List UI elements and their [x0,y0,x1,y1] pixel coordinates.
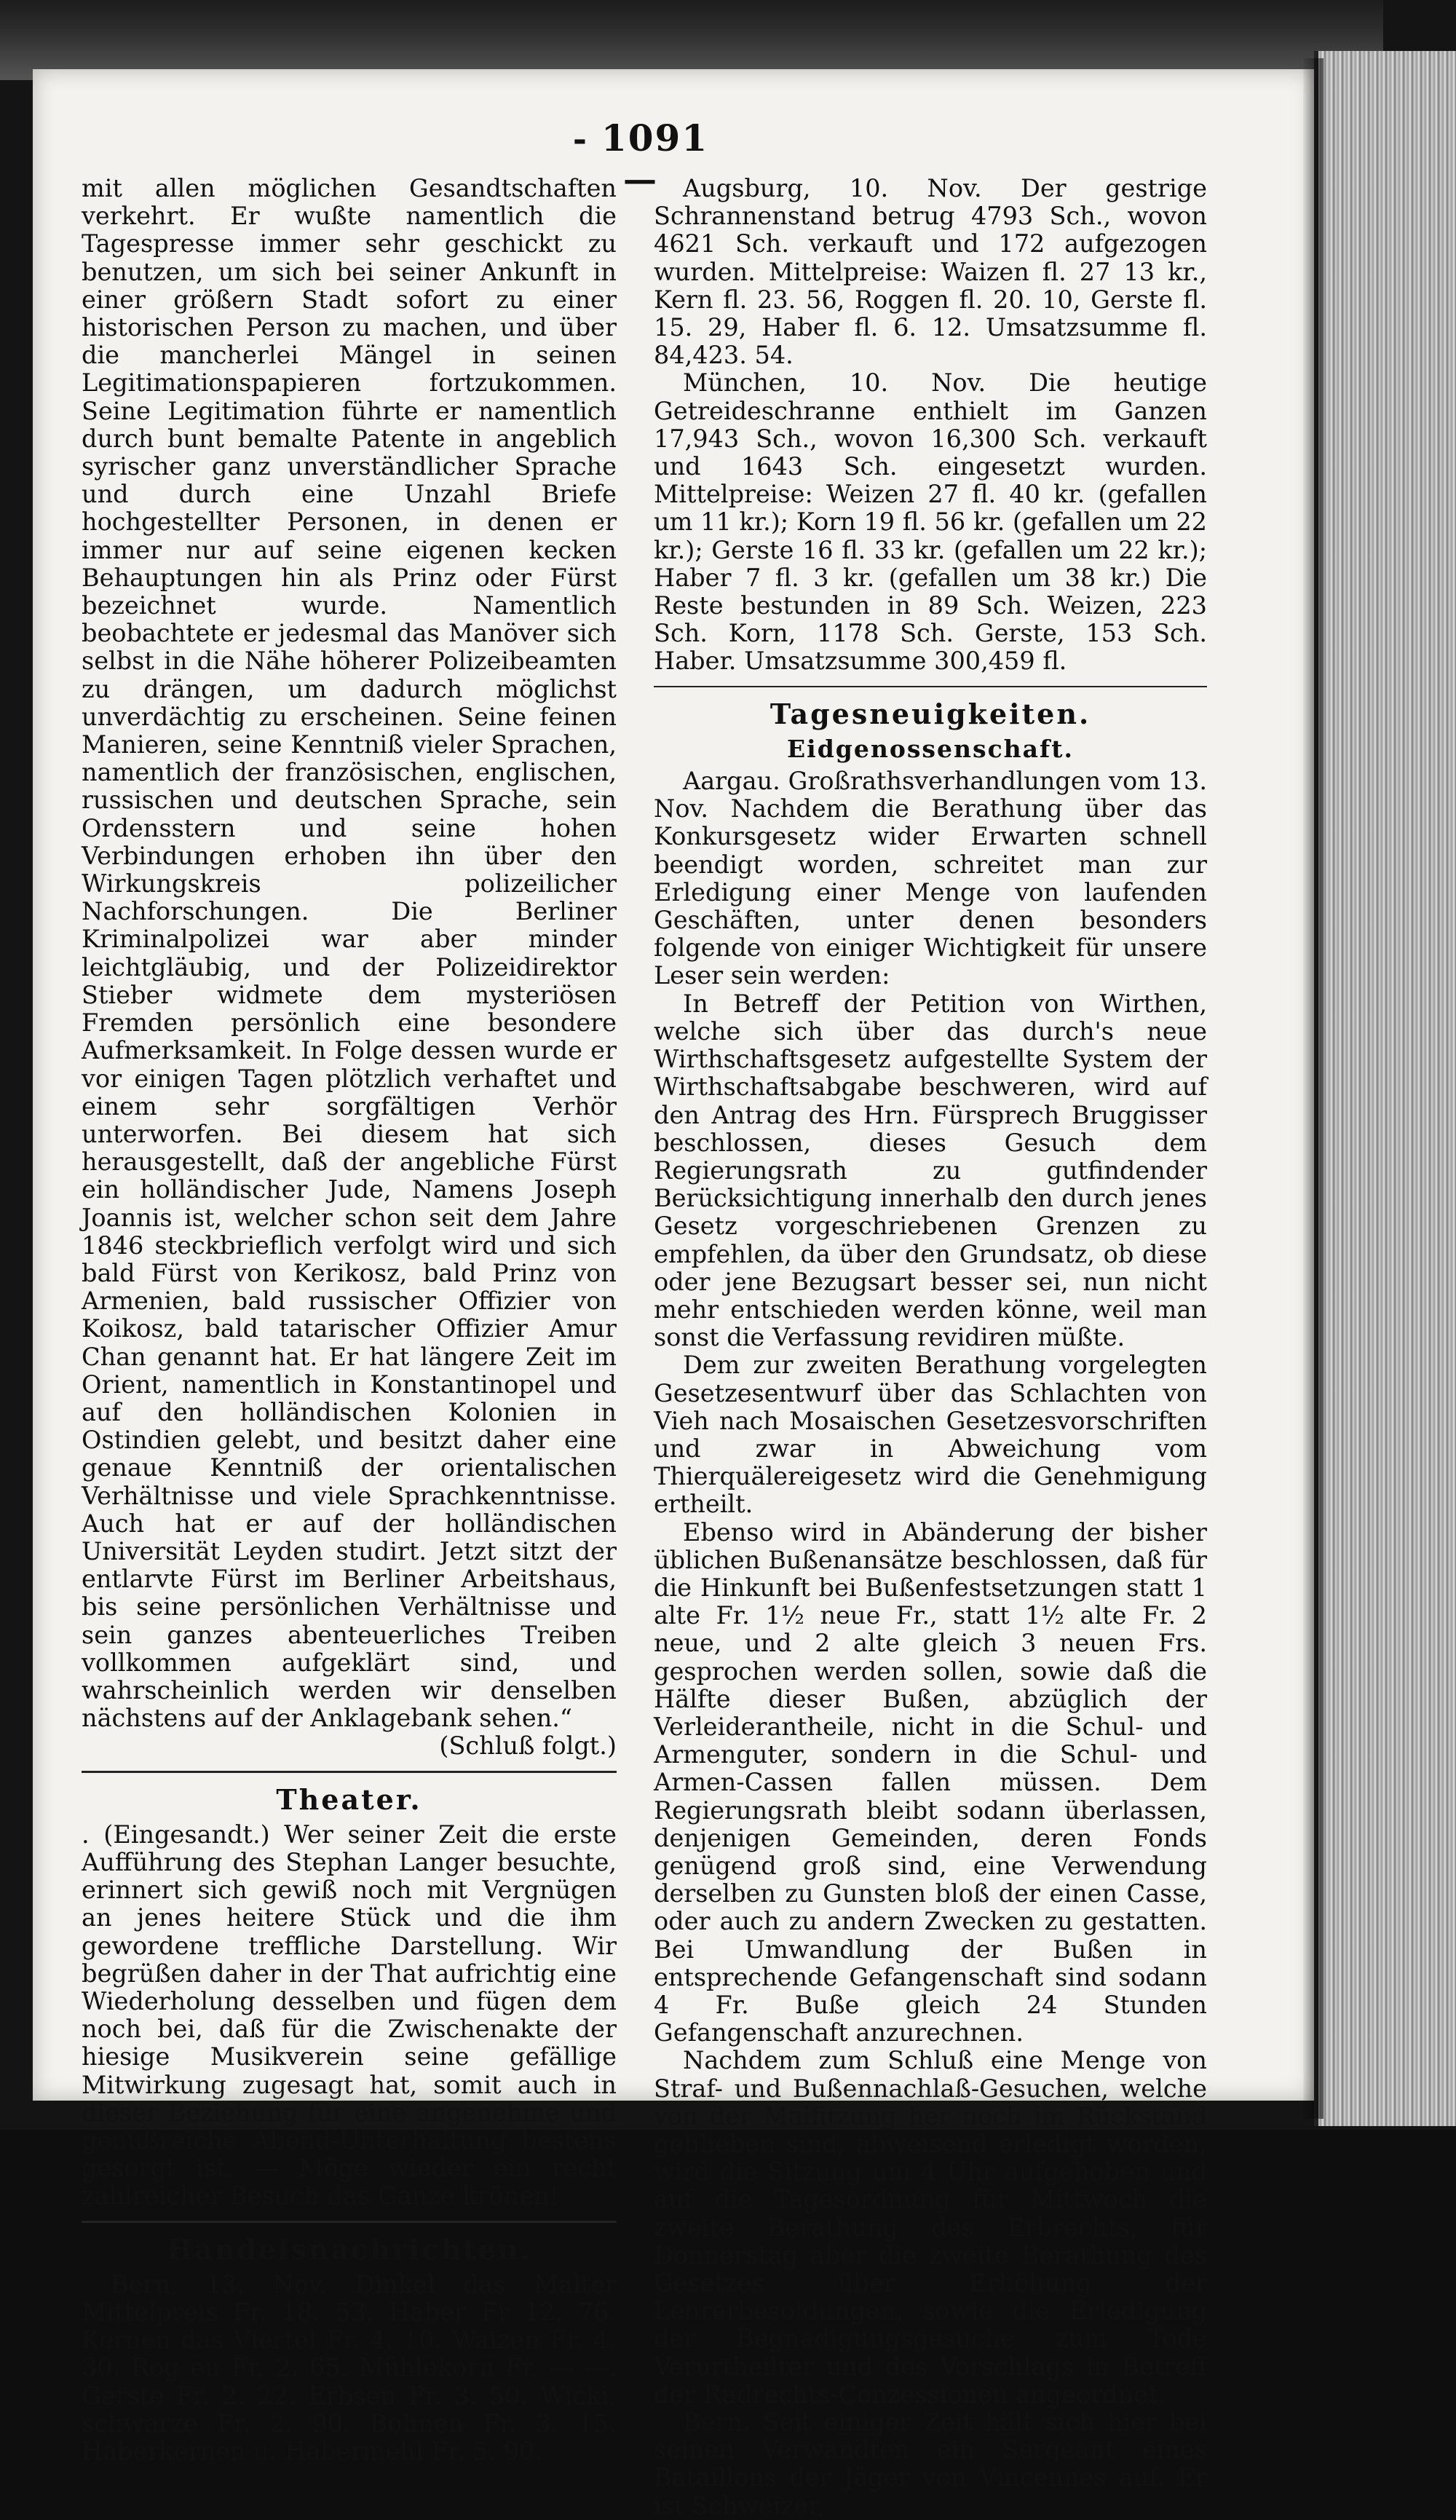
aargau-paragraph: Aargau. Großrathsverhandlungen vom 13. Nov. Nachdem die Berathung über das Konkursgesetz wider Erwarten schnell beendigt worden, schreitet man zur Erledigung einer Menge von laufenden Geschäften, unter denen besonders folgende von einiger Wichtigkeit für unsere Leser sein werden: [654,767,1207,990]
news-heading: Tagesneuigkeiten. [769,697,1091,730]
section-heading: Eidgenossenschaft. [787,734,1074,763]
aargau-paragraph: Dem zur zweiten Berathung vorgelegten Gesetzesentwurf über das Schlachten von Vieh nach Mosaischen Gesetzesvorschriften und zwar in Abweichung vom Thierquälereigesetz wird die Genehmigung ertheilt. [654,1351,1207,1519]
aargau-paragraph: Nachdem zum Schluß eine Menge von Straf- und Bußennachlaß-Gesuchen, welche von der Maifitzung her noch im Rückstand geblieben sind, abweisend erledigt worden, wird die Sitzung um 4 Uhr aufgehoben und auf die Tagesordnung für Mittwoch die zweite Berathung des Erbrechts, für Donnerstag aber die zweite Berathung des Gesetzes über Erhöhung der Lehrerbesoldungen, sowie die Erledigung der Begnadigungsgesuche zum Tode Verurtheilter und des Vorschlags in Betreff der Radrechts-Conzessionen angeordnet. [654,2046,1207,2409]
section-rule [82,2221,617,2223]
augsburg-report: Augsburg, 10. Nov. Der gestrige Schrannenstand betrug 4793 Sch., wovon 4621 Sch. verkauft und 172 aufgezogen wurden. Mittelpreise: Waizen fl. 27 13 kr., Kern fl. 23. 56, Roggen fl. 20. 10, Gerste fl. 15. 29, Haber fl. 6. 12. Umsatzsumme fl. 84,423. 54. [654,174,1207,370]
trade-heading: Handelsnachrichten. [166,2232,532,2266]
right-column [654,175,1207,2520]
muenchen-report: München, 10. Nov. Die heutige Getreideschranne enthielt im Ganzen 17,943 Sch., wovon 16,300 Sch. verkauft und 1643 Sch. eingesetzt wurden. Mittelpreise: Weizen 27 fl. 40 kr. (gefallen um 11 kr.); Korn 19 fl. 56 kr. (gefallen um 22 kr.); Gerste 16 fl. 33 kr. (gefallen um 22 kr.); Haber 7 fl. 3 kr. (gefallen um 38 kr.) Die Reste bestunden in 89 Sch. Weizen, 223 Sch. Korn, 1178 Sch. Gerste, 153 Sch. Haber. Umsatzsumme 300,459 fl. [654,368,1207,676]
page-number-value: 1091 [601,116,709,159]
trade-text: Bern, 13. Nov. Dinkel das Malter Mittelpreis Fr. 18. 53. Haber Fr 12. 76. Kernen das Viertel Fr. 4. 10. Waizen Fr. 4. 30. Rog en Fr. 2. 65. Mühlekorn Fr. — —. Gerste Fr. 2. 22. Erbsen Fr. 3. 50. Wicki, schwarze Fr. 2. 90. Bohnen Fr. 3. 15. Haberkernen u. Habermehl Fr. 5. 90. [82,2270,617,2466]
aargau-paragraph: Ebenso wird in Abänderung der bisher üblichen Bußenansätze beschlossen, daß für die Hinkunft bei Bußenfestsetzungen statt 1 alte Fr. 1½ neue Fr., statt 1½ alte Fr. 2 neue, und 2 alte gleich 3 neuen Frs. gesprochen werden sollen, sowie daß die Hälfte dieser Bußen, abzüglich der Verleiderantheile, nicht in die Schul- und Armenguter, sondern in die Schul- und Armen-Cassen fallen müssen. Dem Regierungsrath bleibt sodann überlassen, denjenigen Gemeinden, deren Fonds genügend groß sind, eine Verwendung derselben zu Gunsten bloß der einen Casse, oder auch zu andern Zwecken zu gestatten. Bei Umwandlung der Bußen in entsprechende Gefangenschaft sind sodann 4 Fr. Buße gleich 24 Stunden Gefangenschaft anzurechnen. [654,1517,1207,2047]
continued-note: (Schluß folgt.) [439,1731,617,1761]
book-page-edges [1314,51,1456,2126]
bern-report: Bern. Seit einiger Zeit hält sich hier bei seinen Verwandten ein Sergeant eines Bataillons der Jäger von Vincennes auf. Er ist Schweizer, [654,2408,1207,2520]
article-paragraph: mit allen möglichen Gesandtschaften verkehrt. Er wußte namentlich die Tagespresse immer sehr geschickt zu benutzen, um sich bei seiner Ankunft in einer größern Stadt sofort zu einer historischen Person zu machen, und über die mancherlei Mängel in seinen Legitimationspapieren fortzukommen. Seine Legitimation führte er namentlich durch bunt bemalte Patente in angeblich syrischer ganz unverständlicher Sprache und durch eine Unzahl Briefe hochgestellter Personen, in denen er immer nur auf seine eigenen kecken Behauptungen hin als Prinz oder Fürst bezeichnet wurde. Namentlich beobachtete er jedesmal das Manöver sich selbst in die Nähe höherer Polizeibeamten zu drängen, um dadurch möglichst unverdächtig zu erscheinen. Seine feinen Manieren, seine Kenntniß vieler Sprachen, namentlich der französischen, englischen, russischen und deutschen Sprache, sein Ordensstern und seine hohen Verbindungen erhoben ihn über den Wirkungskreis polizeilicher Nachforschungen. Die Berliner Kriminalpolizei war aber minder leichtgläubig, und der Polizeidirektor Stieber widmete dem mysteriösen Fremden persönlich eine besondere Aufmerksamkeit. In Folge dessen wurde er vor einigen Tagen plötzlich verhaftet und einem sehr sorgfältigen Verhör unterworfen. Bei diesem hat sich herausgestellt, daß der angebliche Fürst ein holländischer Jude, Namens Joseph Joannis ist, welcher schon seit dem Jahre 1846 steckbrieflich verfolgt wird und sich bald Fürst von Kerikosz, bald Prinz von Armenien, bald russischer Offizier von Koikosz, bald tatarischer Offizier Amur Chan genannt hat. Er hat längere Zeit im Orient, namentlich in Konstantinopel und auf den holländischen Kolonien in Ostindien gelebt, und besitzt daher eine genaue Kenntniß der orientalischen Verhältnisse und viele Sprachkenntnisse. Auch hat er auf der holländischen Universität Leyden studirt. Jetzt sitzt der entlarvte Fürst im Berliner Arbeitshaus, bis seine persönlichen Verhältnisse und sein ganzes abenteuerliches Treiben vollkommen aufgeklärt sind, und wahrscheinlich werden wir denselben nächstens auf der Anklagebank sehen.“ [82,174,617,1733]
section-rule [82,1771,617,1773]
scan-top-shadow [0,0,1383,80]
theater-heading: Theater. [276,1782,422,1816]
left-column [82,175,617,2465]
theater-text: . (Eingesandt.) Wer seiner Zeit die erste Aufführung des Stephan Langer besuchte, erinnert sich gewiß noch mit Vergnügen an jenes heitere Stück und die ihm gewordene treffliche Darstellung. Wir begrüßen daher in der That aufrichtig eine Wiederholung desselben und fügen dem noch bei, daß für die Zwischenakte der hiesige Musikverein seine gefällige Mitwirkung zugesagt hat, somit auch in dieser Beziehung für eine angenehme und genußreiche Abend-Unterhaltung bestens gesorgt ist. — Möge wieder ein recht zahlreicher Besuch das Ganze krönen! [82,1820,617,2211]
page-number: - 1091 — [572,116,709,199]
section-rule [654,686,1207,687]
gutter-shadow [1303,58,1324,2119]
aargau-paragraph: In Betreff der Petition von Wirthen, welche sich über das durch's neue Wirthschaftsgesetz aufgestellte System der Wirthschaftsabgabe beschweren, wird auf den Antrag des Hrn. Fürsprech Bruggisser beschlossen, dieses Gesuch dem Regierungsrath zu gutfindender Berücksichtigung innerhalb den durch jenes Gesetz vorgeschriebenen Grenzen zu empfehlen, da über den Grundsatz, ob diese oder jene Bezugsart besser sei, nun nicht mehr entschieden werden könne, weil man sonst die Verfassung revidiren müßte. [654,989,1207,1352]
